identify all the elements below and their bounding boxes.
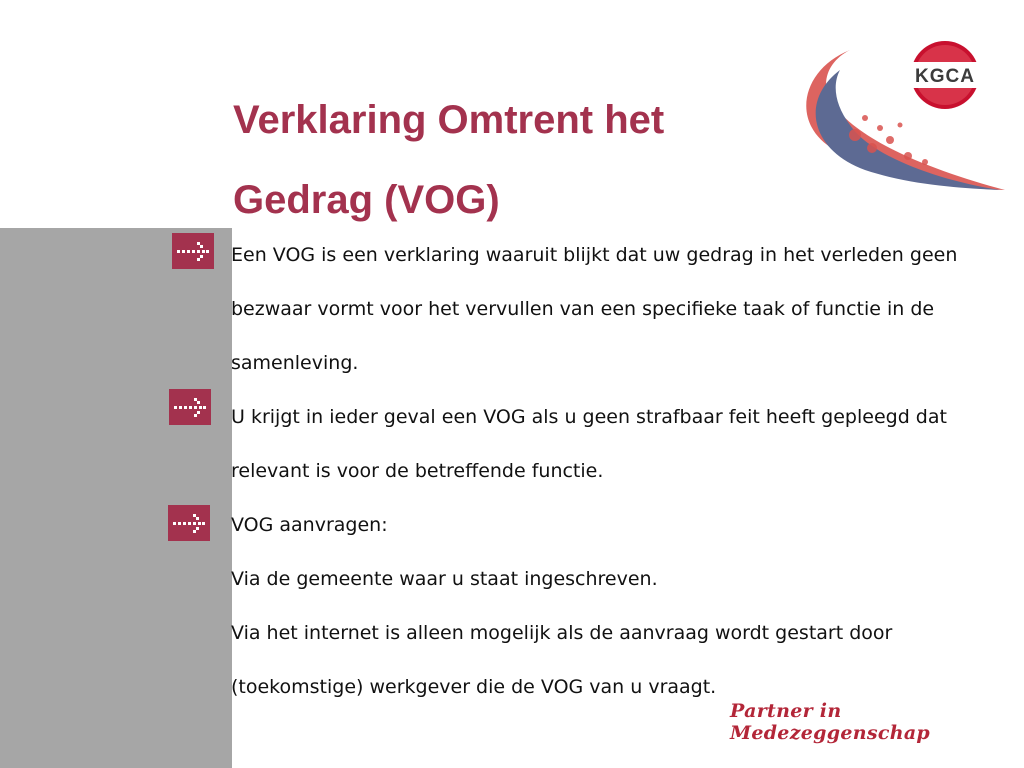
dotted-arrow-icon xyxy=(172,233,214,269)
dotted-arrow-icon xyxy=(169,389,211,425)
title-line-1: Verklaring Omtrent het xyxy=(233,98,665,142)
kgca-badge xyxy=(910,41,980,109)
paragraph-vog-definition: Een VOG is een verklaring waaruit blijkt dat uw gedrag in het verleden geen bezwaar vormt voor het vervullen van een specifieke taak of functie in de samenleving. xyxy=(231,244,958,374)
paragraph-via-gemeente: Via de gemeente waar u staat ingeschreven. xyxy=(231,568,658,590)
kgca-logo-text: KGCA xyxy=(915,66,975,87)
dotted-arrow-icon xyxy=(168,505,210,541)
footer-tagline: Partner in Medezeggenschap xyxy=(730,700,931,744)
page-title xyxy=(233,80,664,240)
title-line-2: Gedrag (VOG) xyxy=(233,178,500,222)
left-gray-panel xyxy=(0,228,232,768)
paragraph-vog-eligibility: U krijgt in ieder geval een VOG als u geen strafbaar feit heeft gepleegd dat relevant is voor de betreffende functie. xyxy=(231,406,947,482)
kgca-logo xyxy=(760,30,1010,200)
slide-body xyxy=(231,228,991,714)
paragraph-vog-apply-heading: VOG aanvragen: xyxy=(231,514,388,536)
paragraph-via-internet: Via het internet is alleen mogelijk als de aanvraag wordt gestart door (toekomstige) werkgever die de VOG van u vraagt. xyxy=(231,622,893,698)
